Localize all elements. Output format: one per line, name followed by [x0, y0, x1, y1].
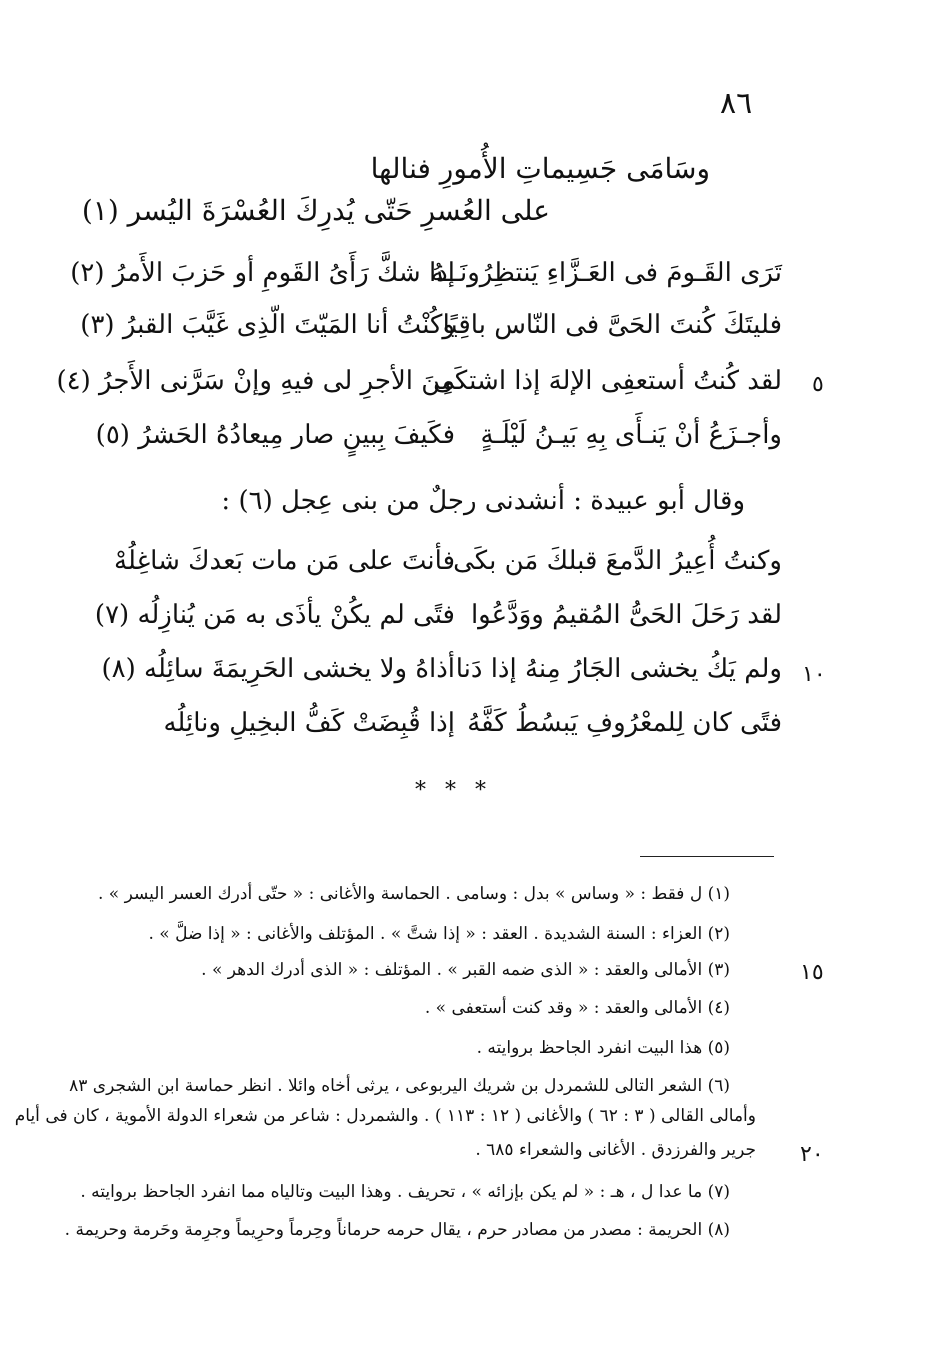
footnote-2: (٢) العزاء : السنة الشديدة . العقد : « إذا شتَّ » . المؤتلف والأغانى : « إذا ضلَّ » . — [148, 924, 730, 944]
verse-b-1-second-hemistich: فأنتَ على مَن مات بَعدكَ شاغِلُهْ — [114, 546, 455, 576]
verse-b-3-second-hemistich: أذاهُ ولا يخشى الحَرِيمَةَ سائِلُه (٨) — [101, 654, 455, 684]
verse-a-4 — [0, 420, 952, 470]
verse-a-3 — [0, 366, 952, 416]
verse-b-1 — [0, 546, 952, 596]
page-number: ٨٦ — [720, 86, 753, 121]
verse-a-2 — [0, 310, 952, 360]
line-number-marker: ١٥ — [800, 960, 824, 985]
line-number-marker: ٥ — [812, 372, 824, 397]
verse-a-1-first-hemistich: تَرَى القَـومَ فى العَـزَّاءِ يَنتظِرُونَــهُ — [430, 258, 782, 288]
intro-verse-line-2: على العُسرِ حَتّى يُدرِكَ العُسْرَةَ اليُسر (١) — [81, 194, 550, 227]
verse-a-3-second-hemistich: مِنَ الأجرِ لى فيهِ وإنْ سَرَّنى الأَجرُ (٤) — [56, 366, 455, 396]
footnote-1: (١) ل فقط : « وساس » بدل : وسامى . الحماسة والأغانى : « حتّى أدرك العسر اليسر » . — [98, 884, 730, 904]
footnote-7: (٧) ما عدا ل ، هـ : « لم يكن بإزائه » ، تحريف . وهذا البيت وتالياه مما انفرد الجاحظ بروايته . — [80, 1182, 730, 1202]
verse-b-2 — [0, 600, 952, 650]
verse-a-4-first-hemistich: وأجـزَعُ أنْ يَنـأَى بِهِ بَيـنُ لَيْلَـةٍ — [480, 420, 782, 450]
verse-a-3-first-hemistich: لقد كُنتُ أستعفِى الإلهَ إذا اشتكَى — [433, 366, 782, 396]
line-number-marker: ١٠ — [802, 662, 826, 687]
narrative-line: وقال أبو عبيدة : أنشدنى رجلٌ من بنى عِجل (٦) : — [221, 486, 745, 516]
verse-b-1-first-hemistich: وكنتُ أُعِيرُ الدَّمعَ قبلكَ مَن بكَى — [453, 546, 782, 576]
footnote-6: (٦) الشعر التالى للشمردل بن شريك اليربوعى ، يرثى أخاه وائلا . انظر حماسة ابن الشجرى ٨٣ — [69, 1076, 730, 1096]
footnote-3: (٣) الأمالى والعقد : « الذى ضمه القبر » . المؤتلف : « الذى أدرك الدهر » . — [201, 960, 730, 980]
verse-b-3 — [0, 654, 952, 704]
verse-b-4 — [0, 708, 952, 758]
verse-b-4-second-hemistich: إذا قُبِضَتْ كَفُّ البخِيلِ ونائِلُه — [163, 708, 455, 738]
footnote-5: (٥) هذا البيت انفرد الجاحظ بروايته . — [476, 1038, 730, 1058]
verse-b-2-second-hemistich: فتًى لم يكُنْ يأذَى به مَن يُنازِلُه (٧) — [94, 600, 455, 630]
footnote-4: (٤) الأمالى والعقد : « وقد كنت أستعفى » . — [424, 998, 730, 1018]
footnote-8: (٨) الحريمة : مصدر من مصادر حرم ، يقال حرمه حرماناً وحِرماً وحرِيماً وجرِمة وحَرمة وحريمة . — [64, 1220, 730, 1240]
intro-verse-line-1: وسَامَى جَسِيماتِ الأُمورِ فنالها — [370, 152, 710, 185]
verse-a-1 — [0, 258, 952, 308]
verse-b-4-first-hemistich: فتًى كان لِلمعْرُوفِ يَبسُطُ كَفَّهُ — [467, 708, 782, 738]
verse-b-2-first-hemistich: لقد رَحَلَ الحَىُّ المُقيمُ ووَدَّعُوا — [470, 600, 782, 630]
section-separator: * * * — [415, 778, 492, 803]
footnote-rule — [640, 856, 774, 857]
verse-b-3-first-hemistich: ولم يَكُ يخشى الجَارُ مِنهُ إذا دَنا — [455, 654, 782, 684]
verse-a-2-first-hemistich: فليتَكَ كُنتَ الحَىَّ فى النّاس باقِيًا — [442, 310, 782, 340]
footnote-6-continuation-1: وأمالى القالى ( ٣ : ٦٢ ) والأغانى ( ١٢ : ١١٣ ) . والشمردل : شاعر من شعراء الدولة الأموية ، كان فى أيام — [14, 1106, 756, 1126]
line-number-marker: ٢٠ — [800, 1142, 824, 1167]
verse-a-4-second-hemistich: فكَيفَ بِبينٍ صار مِيعادُهُ الحَشرُ (٥) — [95, 420, 455, 450]
verse-a-2-second-hemistich: وكُنْتُ أنا المَيّتَ الّذِى غَيَّبَ القبرُ (٣) — [80, 310, 455, 340]
footnote-6-continuation-2: جرير والفرزدق . الأغانى والشعراء ٦٨٥ . — [475, 1140, 756, 1160]
verse-a-1-second-hemistich: إذا شكَّ رَأَىُ القَومِ أو حَزبَ الأَمرُ (٢) — [70, 258, 455, 288]
